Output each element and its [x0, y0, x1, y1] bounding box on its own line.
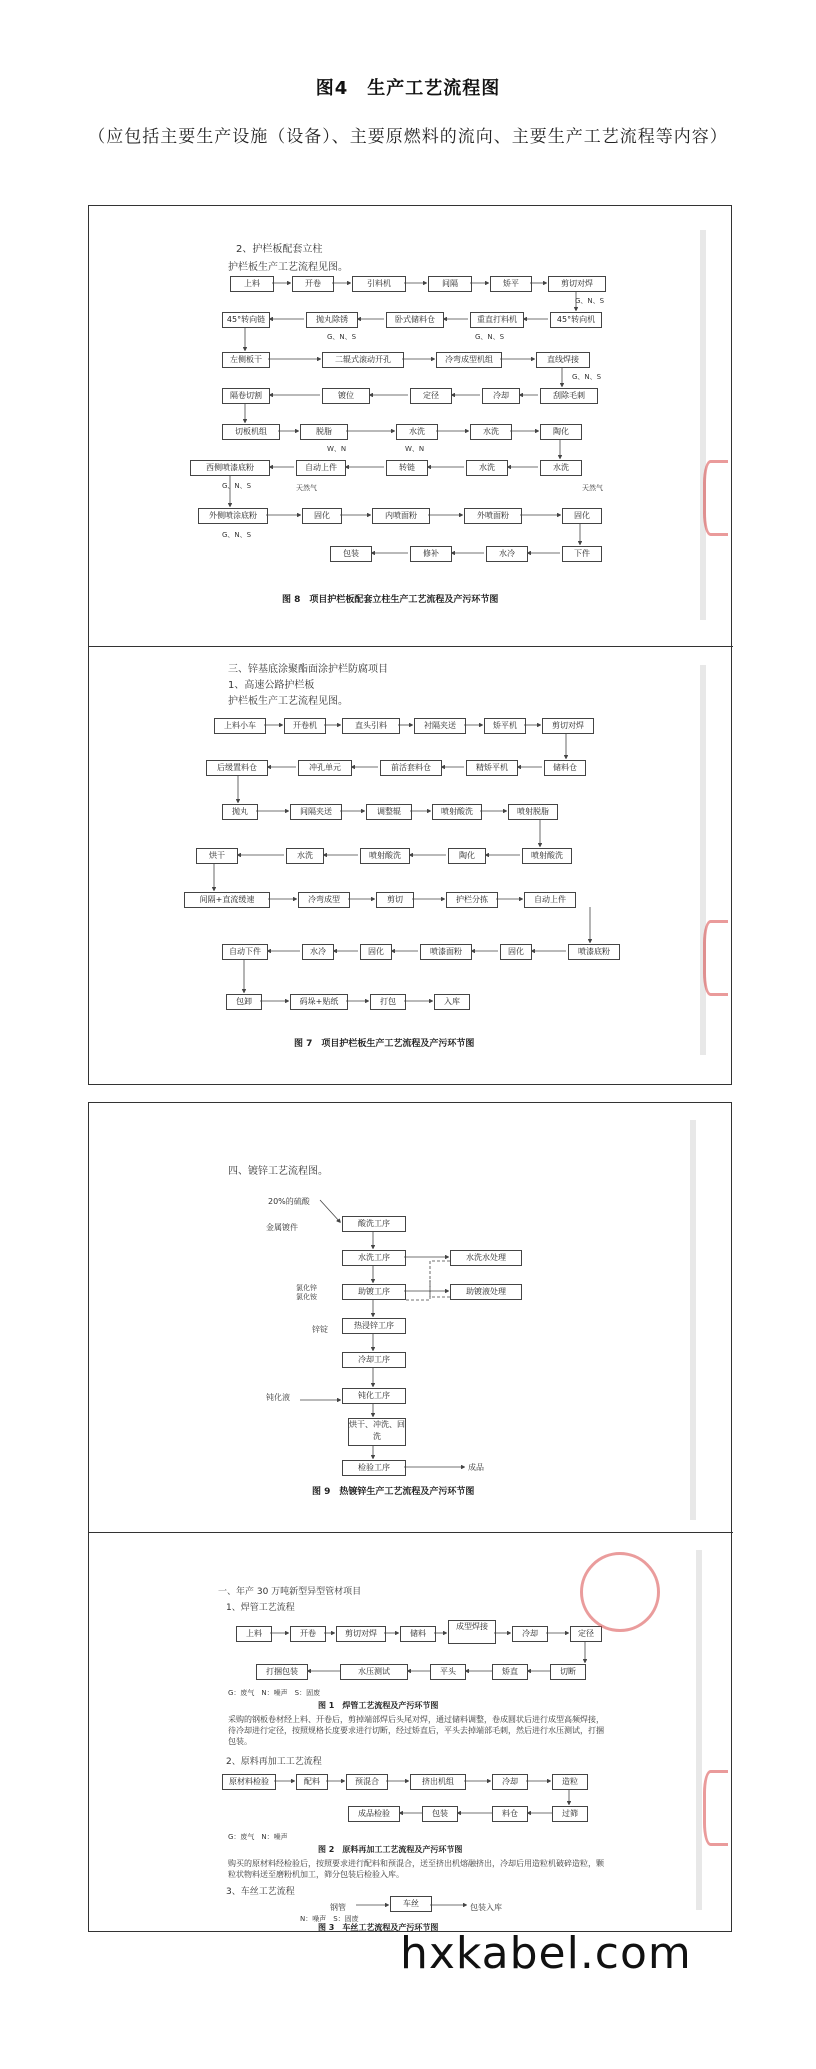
- flow-step: 内喷面粉: [372, 508, 430, 524]
- flow-step: 储料仓: [544, 760, 586, 776]
- flow-step: 储料: [400, 1626, 436, 1642]
- flow-step: 镀位: [322, 388, 370, 404]
- flow-step: 剪切对焊: [548, 276, 606, 292]
- process-input: 氯化锌 氯化铵: [296, 1284, 317, 1301]
- flow-step: 固化: [500, 944, 532, 960]
- flow-step: 打捆包装: [256, 1664, 308, 1680]
- flow-step: 冷却: [492, 1774, 528, 1790]
- flow-step: 转链: [386, 460, 428, 476]
- flow-step: 水洗: [466, 460, 508, 476]
- flow-step: 喷射脱脂: [508, 804, 558, 820]
- flow-step: 预混合: [346, 1774, 388, 1790]
- flow-step: 助镀工序: [342, 1284, 406, 1300]
- page-title: 图4 生产工艺流程图: [315, 78, 501, 99]
- flow-step: 烘干、冲洗、回洗: [348, 1418, 406, 1446]
- panel4-caption-1: 图 1 焊管工艺流程及产污环节图: [318, 1701, 439, 1710]
- flow-step: 隔卷切割: [222, 388, 270, 404]
- flow-label: 钢管: [330, 1903, 346, 1912]
- flow-step: 后缓置料仓: [206, 760, 268, 776]
- flow-step: 45°转向机: [550, 312, 602, 328]
- legend: G：废气 N：噪声 S：固废: [228, 1689, 321, 1697]
- flow-step: 包装: [422, 1806, 458, 1822]
- flow-step: 包装: [330, 546, 372, 562]
- flow-step: 喷射酸洗: [432, 804, 482, 820]
- flow-step: 过筛: [552, 1806, 588, 1822]
- flow-step: 切断: [550, 1664, 586, 1680]
- flow-step: 直线焊接: [536, 352, 590, 368]
- flow-step: 刮除毛刺: [540, 388, 598, 404]
- flow-step: 引料机: [352, 276, 406, 292]
- flow-step: 水冷: [486, 546, 528, 562]
- flow-step: 热浸锌工序: [342, 1318, 406, 1334]
- panel2-heading: 三、锌基底涂聚酯面涂护栏防腐项目: [228, 664, 388, 675]
- flow-step: 定径: [570, 1626, 602, 1642]
- flow-step: 间隔+直流缓速: [184, 892, 270, 908]
- emission-label: W、N: [405, 445, 425, 453]
- flow-step: 打包: [370, 994, 406, 1010]
- flow-step: 平头: [430, 1664, 466, 1680]
- paragraph: 购买的原材料经检验后，按照要求进行配料和预混合，送至挤出机熔融挤出，冷却后用造粒机破碎造粒，颗粒状物料送至磨粉机加工，筛分包装后检验入库。: [228, 1859, 604, 1879]
- panel3-caption: 图 9 热镀锌生产工艺流程及产污环节图: [312, 1487, 475, 1497]
- flow-step: 切板机组: [222, 424, 280, 440]
- flow-step: 矫直: [492, 1664, 528, 1680]
- process-input: 20%的硫酸: [268, 1197, 310, 1206]
- flow-step: 精矫平机: [466, 760, 518, 776]
- flow-step: 陶化: [448, 848, 486, 864]
- flow-step: 原材料检验: [222, 1774, 276, 1790]
- process-input: 天然气: [296, 484, 317, 492]
- flow-step: 剪切: [376, 892, 414, 908]
- flow-step: 成型焊接: [448, 1620, 496, 1644]
- panel4-sub3: 3、车丝工艺流程: [226, 1887, 295, 1897]
- watermark: hxkabel.com: [400, 1928, 692, 1979]
- flow-step: 陶化: [540, 424, 582, 440]
- flow-step: 矫平: [490, 276, 532, 292]
- legend: N：噪声 S：固废: [300, 1915, 359, 1923]
- flow-step: 开卷机: [284, 718, 326, 734]
- flow-step: 冲孔单元: [298, 760, 352, 776]
- flow-step: 配料: [296, 1774, 328, 1790]
- flow-step: 冷却: [482, 388, 520, 404]
- flow-step: 冷却工序: [342, 1352, 406, 1368]
- flow-step: 开卷: [290, 1626, 326, 1642]
- flow-step: 自动上件: [524, 892, 576, 908]
- flow-step: 固化: [360, 944, 392, 960]
- flow-step: 下件: [562, 546, 602, 562]
- flow-step: 左侧板干: [222, 352, 270, 368]
- panel1-caption: 图 8 项目护栏板配套立柱生产工艺流程及产污环节图: [282, 595, 499, 605]
- emission-label: G、N、S: [327, 333, 357, 341]
- flow-step: 矫平机: [484, 718, 526, 734]
- flow-step: 喷漆面粉: [420, 944, 472, 960]
- panel3-heading: 四、镀锌工艺流程图。: [228, 1166, 328, 1177]
- flow-step: 衬隔夹送: [414, 718, 466, 734]
- panel2-caption: 图 7 项目护栏板生产工艺流程及产污环节图: [294, 1039, 475, 1049]
- flow-step: 上料: [230, 276, 274, 292]
- panel2-subheading: 1、高速公路护栏板: [228, 680, 315, 691]
- flow-step: 冷弯成型机组: [436, 352, 502, 368]
- emission-label: G、N、S: [475, 333, 505, 341]
- emission-label: G、N、S: [222, 531, 252, 539]
- process-input: 锌锭: [312, 1325, 328, 1334]
- emission-label: G、N、S: [572, 373, 602, 381]
- flow-step: 45°转向链: [222, 312, 270, 328]
- flow-step: 码垛+贴纸: [290, 994, 348, 1010]
- flow-step: 喷漆底粉: [568, 944, 620, 960]
- flow-step: 上料小车: [214, 718, 266, 734]
- flow-step: 二辊式滚动开孔: [322, 352, 404, 368]
- flow-step: 西侧喷漆底粉: [190, 460, 270, 476]
- flow-step: 水洗: [286, 848, 324, 864]
- flow-step: 自动上件: [296, 460, 346, 476]
- flow-step: 水压测试: [340, 1664, 408, 1680]
- flow-step: 上料: [236, 1626, 272, 1642]
- flow-step: 间隔: [428, 276, 472, 292]
- panel4-sub1: 1、焊管工艺流程: [226, 1603, 295, 1613]
- flow-label: 包装入库: [470, 1903, 502, 1912]
- flow-step: 调整辊: [366, 804, 412, 820]
- flow-step: 喷射酸洗: [360, 848, 410, 864]
- flow-step: 卧式储料仓: [386, 312, 444, 328]
- emission-label: W、N: [327, 445, 347, 453]
- flow-step: 水冷: [302, 944, 334, 960]
- flow-step: 冷弯成型: [298, 892, 350, 908]
- flow-step: 助镀液处理: [450, 1284, 522, 1300]
- flow-step: 钝化工序: [342, 1388, 406, 1404]
- flow-step: 外喷面粉: [464, 508, 522, 524]
- flow-step: 直头引料: [342, 718, 400, 734]
- panel4-heading: 一、年产 30 万吨新型异型管材项目: [218, 1587, 362, 1597]
- flow-step: 喷射酸洗: [522, 848, 572, 864]
- flow-step: 检验工序: [342, 1460, 406, 1476]
- panel1-intro: 护栏板生产工艺流程见图。: [228, 262, 348, 273]
- panel4-caption-2: 图 2 原料再加工工艺流程及产污环节图: [318, 1845, 463, 1854]
- flow-step: 护栏分拣: [446, 892, 498, 908]
- flow-step: 包卸: [226, 994, 262, 1010]
- panel4-sub2: 2、原料再加工工艺流程: [226, 1757, 322, 1767]
- panel1-heading: 2、护栏板配套立柱: [236, 244, 323, 255]
- process-input: 天然气: [582, 484, 603, 492]
- paragraph: 采购的钢板卷材经上料、开卷后，剪掉端部焊后头尾对焊，通过储料调整，卷成圆状后进行成型高频焊接，待冷却进行定径，按照规格长度要求进行切断，经过矫直后，平头去掉端部毛刺，然后进行水压测试，打捆包装。: [228, 1715, 604, 1746]
- flow-step: 剪切对焊: [336, 1626, 386, 1642]
- flow-step: 自动下件: [222, 944, 268, 960]
- flow-step: 固化: [302, 508, 342, 524]
- flow-step: 外侧喷涂底粉: [198, 508, 268, 524]
- process-input: 金属镀件: [266, 1223, 298, 1232]
- flow-step: 成品检验: [348, 1806, 400, 1822]
- emission-label: G、N、S: [222, 482, 252, 490]
- legend: G：废气 N：噪声: [228, 1833, 288, 1841]
- emission-label: G、N、S: [575, 297, 605, 305]
- panel2-intro: 护栏板生产工艺流程见图。: [228, 696, 348, 707]
- flow-step: 重直打料机: [470, 312, 524, 328]
- flow-step: 造粒: [552, 1774, 588, 1790]
- flow-step: 修补: [410, 546, 452, 562]
- flow-step: 间隔夹送: [290, 804, 342, 820]
- flow-step: 定径: [410, 388, 452, 404]
- flow-step: 前活套料仓: [380, 760, 442, 776]
- process-output: 成品: [468, 1463, 484, 1472]
- flow-step: 脱脂: [300, 424, 348, 440]
- process-input: 钝化液: [266, 1393, 290, 1402]
- flow-step: 固化: [562, 508, 602, 524]
- flow-step: 水洗工序: [342, 1250, 406, 1266]
- flow-step: 水洗: [396, 424, 438, 440]
- flow-step: 入库: [434, 994, 470, 1010]
- flow-step: 酸洗工序: [342, 1216, 406, 1232]
- flow-step: 烘干: [196, 848, 238, 864]
- flow-step: 水洗: [470, 424, 512, 440]
- flow-step: 冷却: [512, 1626, 548, 1642]
- flow-step: 水洗水处理: [450, 1250, 522, 1266]
- flow-step: 水洗: [540, 460, 582, 476]
- flow-step: 料仓: [492, 1806, 528, 1822]
- flow-step: 剪切对焊: [542, 718, 594, 734]
- flow-step: 抛丸: [222, 804, 258, 820]
- flow-step: 车丝: [390, 1896, 432, 1912]
- flow-step: 开卷: [292, 276, 334, 292]
- flow-step: 抛丸除锈: [306, 312, 358, 328]
- page-subtitle: （应包括主要生产设施（设备）、主要原燃料的流向、主要生产工艺流程等内容）: [88, 127, 728, 147]
- panel4-caption-3: 图 3 车丝工艺流程及产污环节图: [318, 1923, 439, 1932]
- flow-step: 挤出机组: [410, 1774, 466, 1790]
